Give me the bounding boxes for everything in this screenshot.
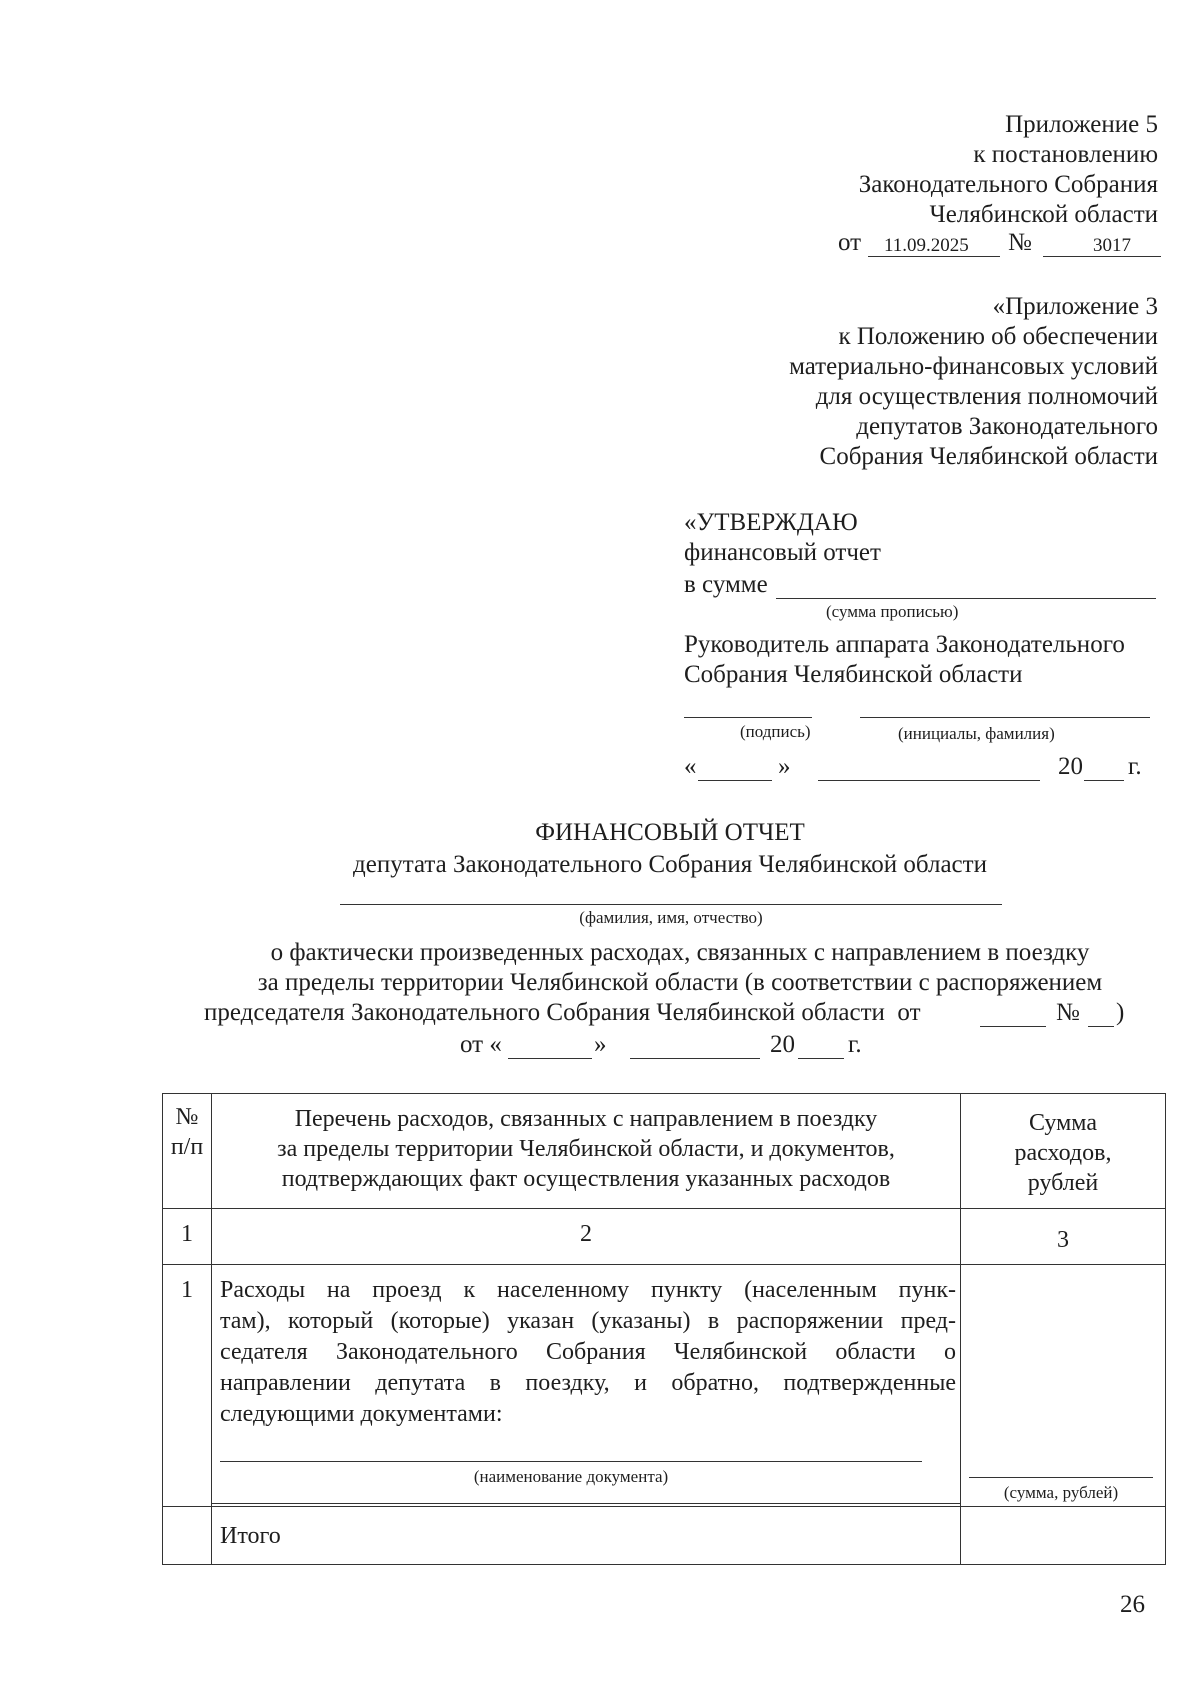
total-label-cell [212,1507,961,1565]
row-number: 1 [181,1277,193,1303]
row-desc-cell [212,1265,961,1507]
annex3-line5: депутатов Законодательного [856,413,1158,440]
year-suffix: г. [1128,753,1142,780]
approve-sum-label: в сумме [684,571,768,598]
report-desc3-row [204,998,1160,1032]
approve-head-line2: Собрания Челябинской области [684,661,1023,688]
report-subtitle: депутата Законодательного Собрания Челябинской области [353,851,987,878]
desc4-close-quote: » [594,1031,607,1058]
annex5-number: 3017 [1093,235,1131,256]
row-line5: следующими документами: [220,1401,503,1427]
date-close-quote: » [778,753,791,780]
header-num-cell [163,1094,212,1209]
annex3-line1: «Приложение 3 [992,293,1158,320]
numbering-cell-3 [961,1209,1166,1265]
header-list-line3: подтверждающих факт осуществления указанных расходов [281,1166,891,1192]
header-sum-cell [961,1094,1166,1209]
desc4-day-line [508,1058,592,1059]
annex3-line3: материально-финансовых условий [789,353,1158,380]
desc4-year-prefix: 20 [770,1031,795,1058]
approve-date-row [684,752,1159,786]
row-line2: там), который (которые) указан (указаны) в распоряжении пред- [220,1308,956,1334]
row-line3: седателя Законодательного Собрания Челябинской области о [220,1339,956,1365]
sign-caption: (подпись) [740,722,811,741]
annex3-line4: для осуществления полномочий [815,383,1158,410]
name-line [860,717,1150,718]
expense-table [162,1093,1166,1565]
header-list-cell [212,1094,961,1209]
sum-line [969,1477,1153,1478]
name-caption: (инициалы, фамилия) [898,724,1055,743]
approve-head-line1: Руководитель аппарата Законодательного [684,631,1125,658]
approve-sum-caption: (сумма прописью) [826,602,959,621]
header-list-line1: Перечень расходов, связанных с направлением в поездку [294,1106,878,1132]
approve-heading: «УТВЕРЖДАЮ [684,509,858,536]
row-inner-divider [212,1503,960,1504]
desc4-year-suffix: г. [848,1031,862,1058]
annex5-line1: Приложение 5 [1005,111,1158,138]
numbering-cell-1 [163,1209,212,1265]
desc4-month-line [630,1058,760,1059]
header-sum-line2: расходов, [1014,1140,1112,1166]
annex3-line2: к Положению об обеспечении [838,323,1158,350]
num-label: № [1008,229,1032,256]
document-name-line [220,1461,922,1462]
annex5-line3: Законодательного Собрания [858,171,1158,198]
total-num-cell [163,1507,212,1565]
header-list-line2: за пределы территории Челябинской области, и документов, [277,1136,895,1162]
table-numbering-row [163,1209,1166,1265]
numbering-cell-2 [212,1209,961,1265]
approve-sum-line [776,598,1156,599]
report-desc4-row [460,1030,880,1064]
annex5-block [700,110,1158,230]
day-line [698,780,772,781]
col-number-3: 3 [1057,1227,1069,1253]
date-open-quote: « [684,753,697,780]
header-sum-line3: рублей [1027,1170,1099,1196]
from-label: от [838,229,862,256]
month-line [818,780,1040,781]
table-header-row [163,1094,1166,1209]
desc4-year-line [798,1058,844,1059]
year-prefix: 20 [1058,753,1083,780]
annex5-date-row [838,228,1168,260]
annex3-line6: Собрания Челябинской области [819,443,1158,470]
fio-line [340,904,1002,905]
header-sum [961,1094,1165,1198]
annex5-date: 11.09.2025 [884,235,969,256]
row-sum-cell [961,1265,1166,1507]
order-date-line [980,1026,1046,1027]
row-line4: направлении депутата в поездку, и обратно, подтвержденные [220,1370,956,1396]
sign-line [684,717,812,718]
annex5-line4: Челябинской области [929,201,1158,228]
desc3-num-label: № [1056,999,1080,1026]
header-num: № п/п [170,1104,204,1160]
total-label: Итого [220,1523,281,1549]
report-desc2: за пределы территории Челябинской области (в соответствии с распоряжением [257,969,1103,996]
annex3-block [600,292,1158,472]
table-row [163,1265,1166,1507]
desc4-from: от « [460,1031,502,1058]
header-sum-line1: Сумма [1029,1110,1097,1136]
desc3-close-paren: ) [1116,999,1125,1026]
sum-caption: (сумма, рублей) [1003,1483,1119,1502]
report-title: ФИНАНСОВЫЙ ОТЧЕТ [535,819,805,846]
report-desc1: о фактически произведенных расходах, связанных с направлением в поездку [270,939,1090,966]
table-total-row [163,1507,1166,1565]
desc3-text: председателя Законодательного Собрания Челябинской области от [204,999,921,1026]
order-number-line [1088,1026,1114,1027]
annex5-line2: к постановлению [973,141,1158,168]
fio-caption: (фамилия, имя, отчество) [579,908,763,927]
row-num-cell [163,1265,212,1507]
approve-line2: финансовый отчет [684,539,881,566]
col-number-2: 2 [580,1221,592,1247]
page-number: 26 [1120,1591,1145,1618]
header-list [212,1094,960,1194]
document-name-caption: (наименование документа) [473,1467,669,1486]
row-description [212,1265,960,1430]
year-line [1084,780,1124,781]
total-sum-cell [961,1507,1166,1565]
col-number-1: 1 [181,1221,193,1247]
row-line1: Расходы на проезд к населенному пункту (населенным пунк- [220,1277,956,1303]
